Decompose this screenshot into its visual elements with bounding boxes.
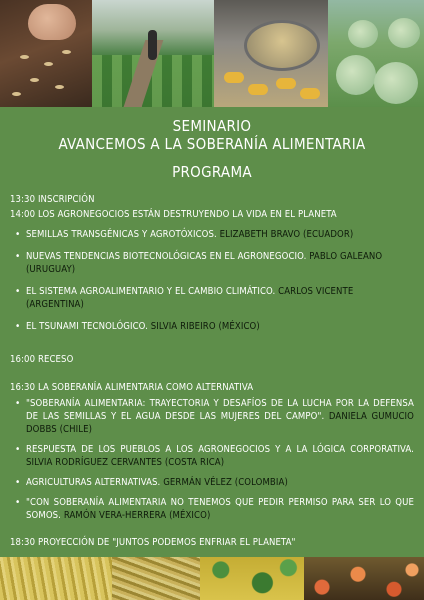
speaker-name: SILVIA RIBEIRO (MÉXICO) <box>150 321 260 332</box>
photo-seeds-in-hand <box>0 0 92 107</box>
speaker-name: RAMÓN VERA-HERRERA (MÉXICO) <box>63 510 211 521</box>
speaker-name: PABLO GALEANO (URUGUAY) <box>26 251 383 275</box>
talk-list-agribusiness <box>10 228 414 333</box>
photo-wheat-field <box>0 557 112 600</box>
photo-greenhouse-field <box>92 0 214 107</box>
program-schedule <box>10 193 414 549</box>
schedule-item-alternative: 16:30 LA SOBERANÍA ALIMENTARIA COMO ALTERNATIVA <box>10 382 254 393</box>
seminar-title: AVANCEMOS A LA SOBERANÍA ALIMENTARIA <box>58 135 366 153</box>
talk-list-alternative <box>10 397 414 522</box>
photo-strip-bottom <box>0 557 424 600</box>
speaker-name: SILVIA RODRÍGUEZ CERVANTES (COSTA RICA) <box>26 457 225 468</box>
talk-item: • AGRICULTURAS ALTERNATIVAS. GERMÁN VÉLEZ (COLOMBIA) <box>10 476 414 489</box>
speaker-name: GERMÁN VÉLEZ (COLOMBIA) <box>163 477 288 488</box>
photo-cabbage-crop <box>328 0 424 107</box>
talk-item: • EL SISTEMA AGROALIMENTARIO Y EL CAMBIO CLIMÁTICO. CARLOS VICENTE (ARGENTINA) <box>10 285 414 311</box>
poster-header <box>0 118 424 181</box>
photo-leafy-plants <box>200 557 304 600</box>
talk-item: • NUEVAS TENDENCIAS BIOTECNOLÓGICAS EN EL AGRONEGOCIO. PABLO GALEANO (URUGUAY) <box>10 250 414 276</box>
photo-corn-harvest <box>214 0 328 107</box>
talk-item: • "SOBERANÍA ALIMENTARIA: TRAYECTORIA Y DESAFÍOS DE LA LUCHA POR LA DEFENSA DE LAS SEMILLAS Y EL AGUA DESDE LAS MUJERES DEL CAMPO". DANIELA GUMUCIO DOBBS (CHILE) <box>10 397 414 436</box>
photo-grain-crop <box>112 557 200 600</box>
talk-item: • RESPUESTA DE LOS PUEBLOS A LOS AGRONEGOCIOS Y A LA LÓGICA CORPORATIVA. SILVIA RODRÍGUEZ CERVANTES (COSTA RICA) <box>10 443 414 469</box>
program-heading: PROGRAMA <box>172 163 252 181</box>
speaker-name: DANIELA GUMUCIO DOBBS (CHILE) <box>26 411 414 435</box>
photo-mushrooms <box>304 557 424 600</box>
schedule-item-agribusiness: 14:00 LOS AGRONEGOCIOS ESTÁN DESTRUYENDO LA VIDA EN EL PLANETA <box>10 209 337 220</box>
speaker-name: ELIZABETH BRAVO (ECUADOR) <box>219 229 354 240</box>
talk-item: • EL TSUNAMI TECNOLÓGICO. SILVIA RIBEIRO (MÉXICO) <box>10 320 414 333</box>
talk-item: • "CON SOBERANÍA ALIMENTARIA NO TENEMOS QUE PEDIR PERMISO PARA SER LO QUE SOMOS. RAMÓN VERA-HERRERA (MÉXICO) <box>10 496 414 522</box>
schedule-item-registration: 13:30 INSCRIPCIÓN <box>10 194 95 205</box>
speaker-name: CARLOS VICENTE (ARGENTINA) <box>26 286 354 310</box>
schedule-item-screening: 18:30 PROYECCIÓN DE "JUNTOS PODEMOS ENFRIAR EL PLANETA" <box>10 537 296 548</box>
schedule-item-break: 16:00 RECESO <box>10 354 74 365</box>
seminar-label: SEMINARIO <box>172 117 252 135</box>
talk-item: • SEMILLAS TRANSGÉNICAS Y AGROTÓXICOS. ELIZABETH BRAVO (ECUADOR) <box>10 228 414 241</box>
photo-collage <box>0 0 424 107</box>
